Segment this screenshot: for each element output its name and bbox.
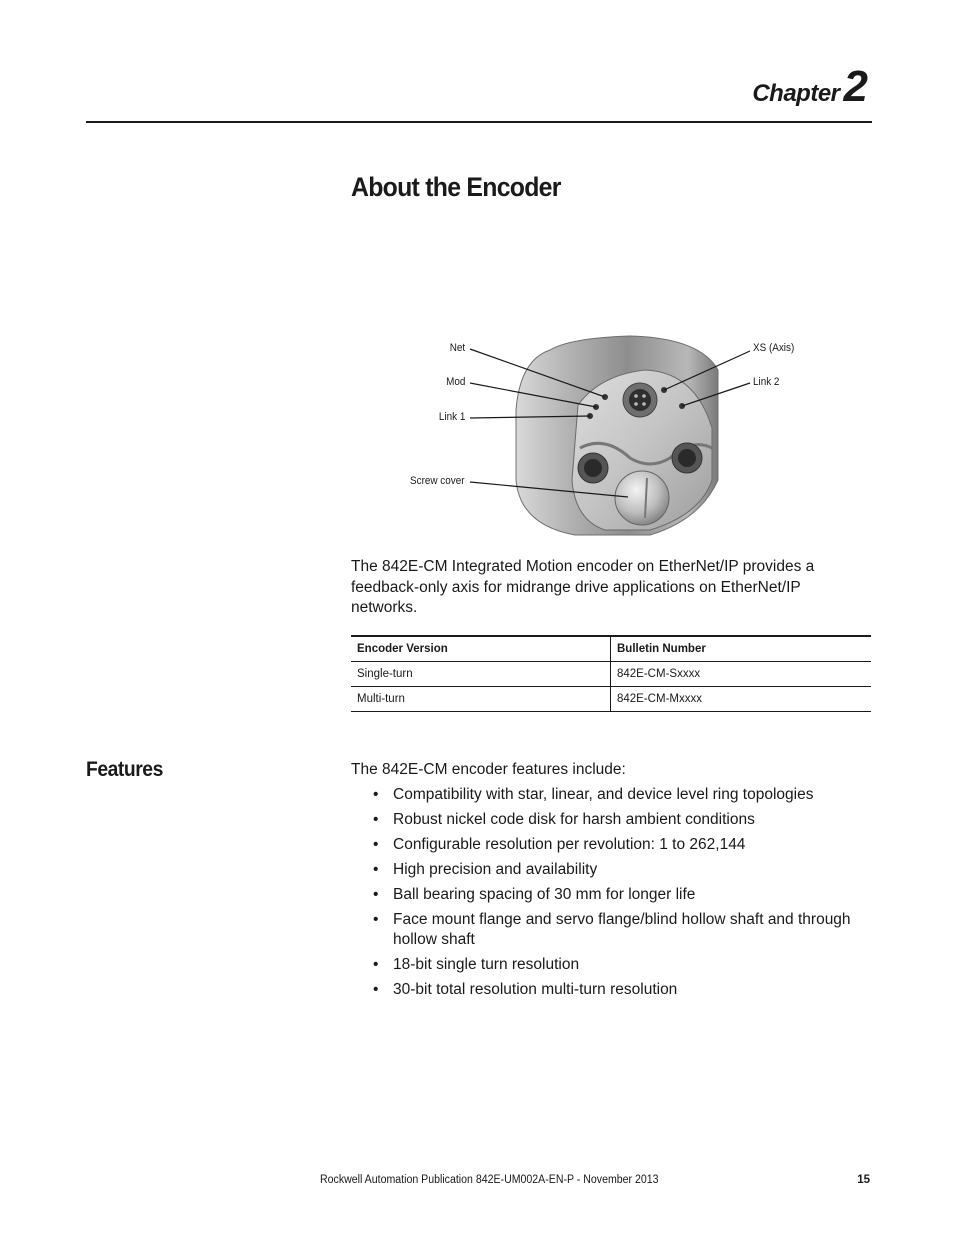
list-item: • 30-bit total resolution multi-turn resolution — [373, 981, 678, 998]
list-item-text: Ball bearing spacing of 30 mm for longer life — [393, 886, 696, 903]
list-item-text: 30-bit total resolution multi-turn resolution — [393, 981, 678, 998]
screw-cover — [615, 471, 669, 525]
column-header-bulletin-number: Bulletin Number — [611, 636, 872, 662]
list-item: • High precision and availability — [373, 861, 598, 878]
footer-publication: Rockwell Automation Publication 842E-UM002A-EN-P - November 2013 — [320, 1174, 659, 1186]
table-row — [351, 687, 871, 712]
callout-xs-axis: XS (Axis) — [753, 342, 795, 354]
list-item: • 18-bit single turn resolution — [373, 956, 580, 973]
table-row — [351, 662, 871, 687]
list-item-text: 18-bit single turn resolution — [393, 956, 580, 973]
list-item-text: High precision and availability — [393, 861, 598, 878]
table-cell: 842E-CM-Sxxxx — [611, 662, 872, 687]
chapter-heading — [752, 62, 868, 112]
list-item-text: Face mount flange and servo flange/blind hollow shaft and through hollow shaft — [393, 911, 851, 948]
column-header-encoder-version: Encoder Version — [351, 636, 611, 662]
callout-net: Net — [449, 342, 465, 354]
callout-link-1: Link 1 — [438, 411, 465, 423]
list-item-text: Robust nickel code disk for harsh ambient conditions — [393, 811, 755, 828]
table-cell: Multi-turn — [351, 687, 611, 712]
encoder-illustration — [400, 330, 820, 545]
section-title-features: Features — [86, 758, 163, 781]
callout-mod: Mod — [445, 376, 465, 388]
table-cell: Single-turn — [351, 662, 611, 687]
list-item: • Compatibility with star, linear, and device level ring topologies — [373, 786, 814, 803]
list-item-text: Compatibility with star, linear, and device level ring topologies — [393, 786, 814, 803]
page-number: 15 — [857, 1174, 870, 1186]
intro-paragraph: The 842E-CM Integrated Motion encoder on EtherNet/IP provides a feedback-only axis for midrange drive applications on EtherNet/IP networks. — [351, 558, 815, 616]
list-item: • Configurable resolution per revolution: 1 to 262,144 — [373, 836, 746, 853]
table-cell: 842E-CM-Mxxxx — [611, 687, 872, 712]
chapter-number: 2 — [843, 62, 868, 111]
encoder-version-table — [351, 635, 871, 712]
callout-screw-cover: Screw cover — [410, 475, 465, 487]
page-title: About the Encoder — [351, 172, 561, 202]
list-item: • Face mount flange and servo flange/blind hollow shaft and through hollow shaft — [373, 911, 851, 948]
list-item: • Robust nickel code disk for harsh ambient conditions — [373, 811, 755, 828]
encoder-figure — [400, 330, 820, 545]
chapter-word: Chapter — [752, 80, 840, 107]
features-intro: The 842E-CM encoder features include: — [351, 761, 626, 778]
list-item-text: Configurable resolution per revolution: 1 to 262,144 — [393, 836, 746, 853]
header-rule — [86, 121, 872, 123]
list-item: • Ball bearing spacing of 30 mm for longer life — [373, 886, 696, 903]
table-header-row — [351, 636, 871, 662]
callout-link-2: Link 2 — [753, 376, 780, 388]
features-list — [351, 785, 851, 1005]
